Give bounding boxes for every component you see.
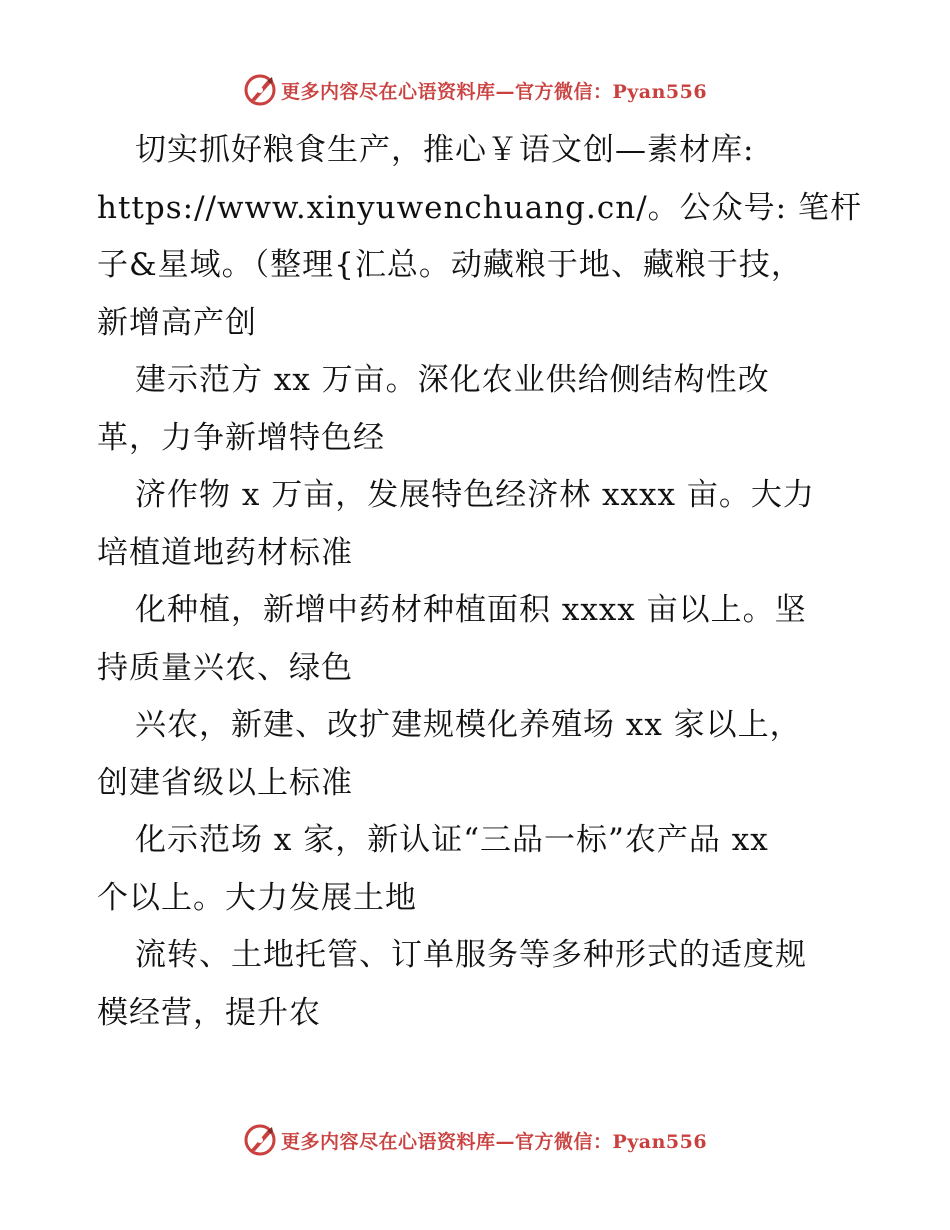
document-body [97,122,862,1042]
text-line: 模经营，提升农 [97,994,321,1031]
footer-banner-text: 更多内容尽在心语资料库—官方微信：Pyan556 [280,1130,708,1153]
header-banner-text: 更多内容尽在心语资料库—官方微信：Pyan556 [280,80,708,103]
text-line: 创建省级以上标准 [97,764,353,801]
text-line: 化种植，新增中药材种植面积 xxxx 亩以上。坚 [135,592,807,628]
text-line: 培植道地药材标准 [97,534,353,571]
text-line: 个以上。大力发展土地 [97,879,417,916]
text-line: 化示范场 x 家，新认证“三品一标”农产品 xx [135,822,769,858]
footer-banner [0,1120,950,1160]
text-line: https://www.xinyuwenchuang.cn/。公众号: 笔杆 [97,189,862,226]
text-line: 切实抓好粮食生产，推心￥语文创—素材库: [135,132,755,168]
text-line: 革，力争新增特色经 [97,419,385,456]
text-line: 子&星域。（整理{汇总。动藏粮于地、藏粮于技， [97,247,803,283]
header-banner [0,70,950,110]
quill-pen-logo-icon [243,1123,277,1157]
text-line: 建示范方 xx 万亩。深化农业供给侧结构性改 [135,362,770,398]
quill-pen-logo-icon [243,73,277,107]
text-line: 新增高产创 [97,304,257,341]
text-line: 兴农，新建、改扩建规模化养殖场 xx 家以上， [135,707,802,743]
text-line: 济作物 x 万亩，发展特色经济林 xxxx 亩。大力 [135,477,815,513]
text-line: 流转、土地托管、订单服务等多种形式的适度规 [135,937,807,973]
text-line: 持质量兴农、绿色 [97,649,353,686]
